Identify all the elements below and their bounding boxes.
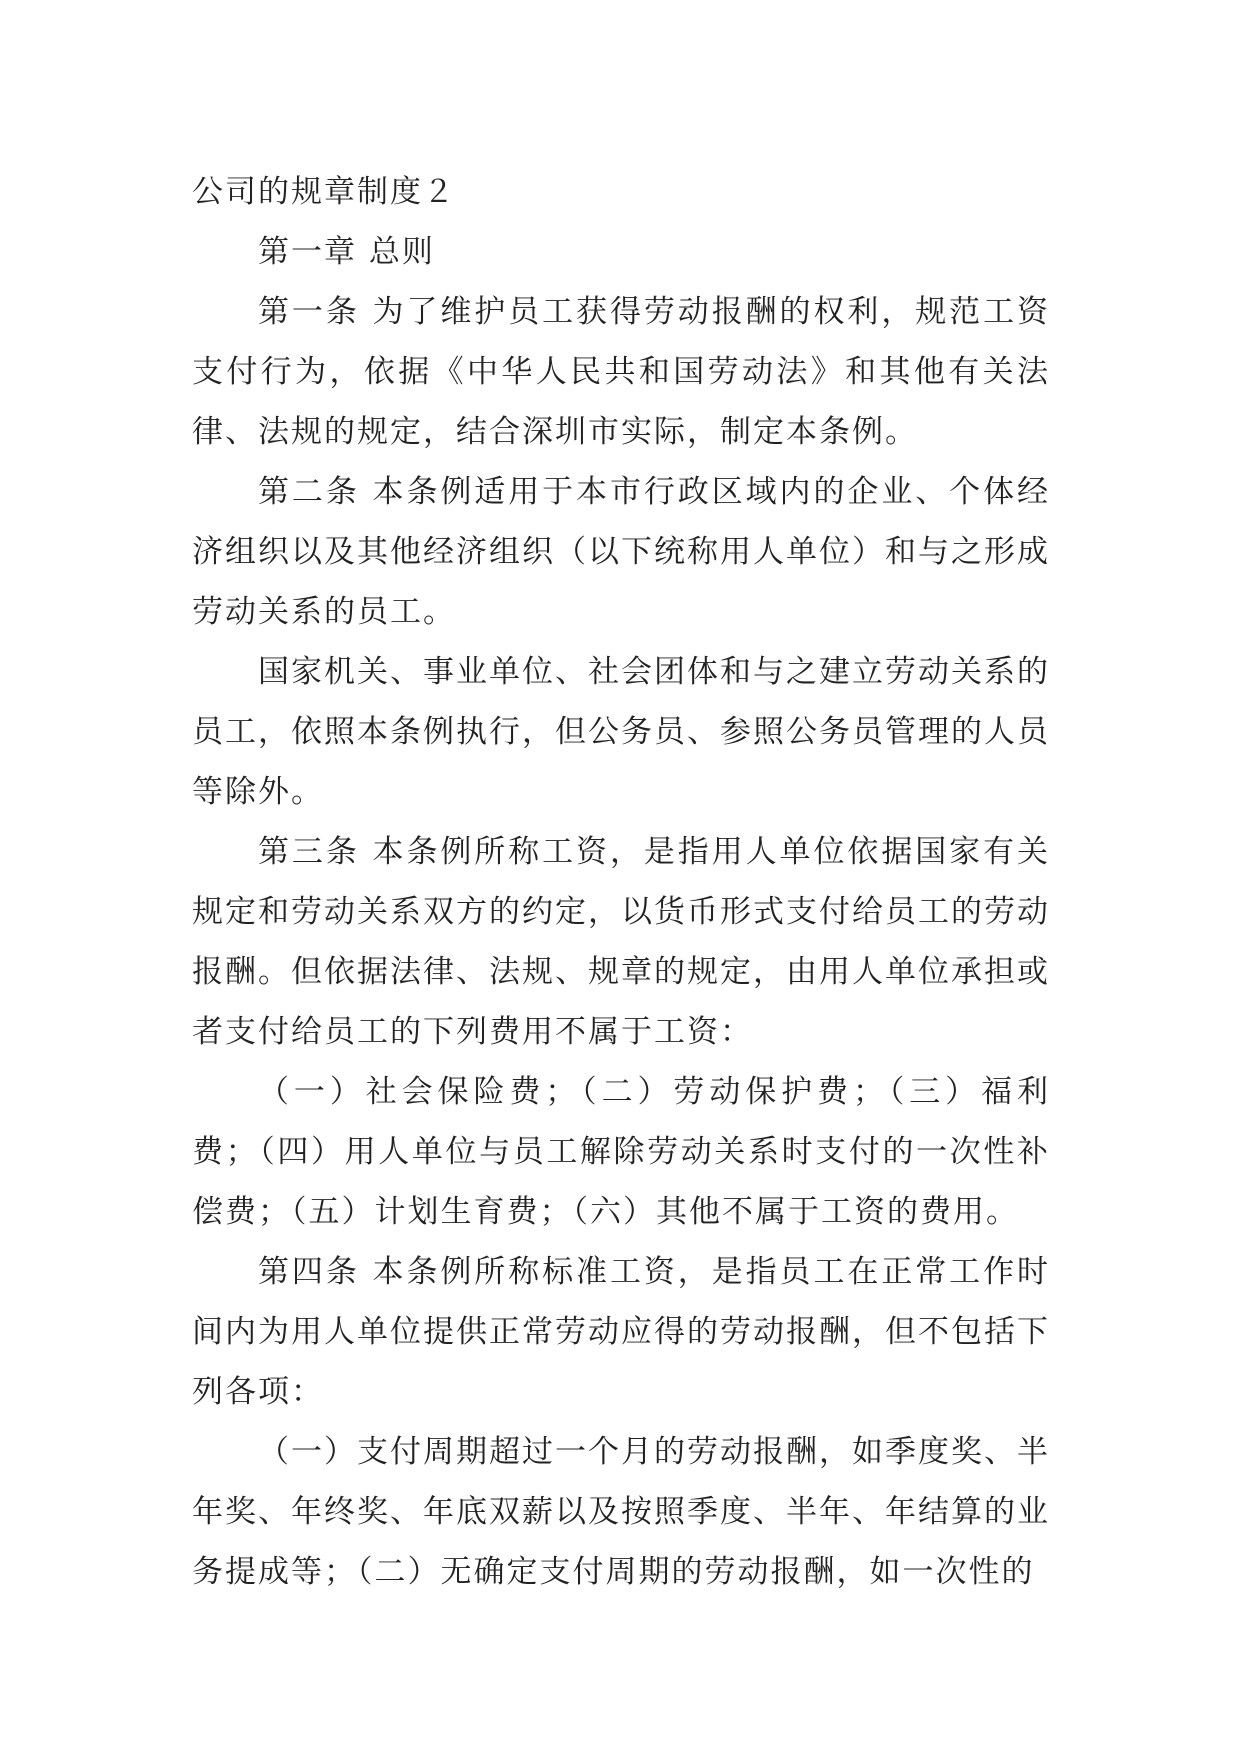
document-body — [192, 162, 1050, 1602]
article-3-paragraph: 第三条 本条例所称工资，是指用人单位依据国家有关规定和劳动关系双方的约定，以货币形式支付给员工的劳动报酬。但依据法律、法规、规章的规定，由用人单位承担或者支付给员工的下列费用不属于工资： — [192, 834, 1050, 1050]
document-title: 公司的规章制度２ — [192, 174, 456, 210]
article-2-continuation-paragraph: 国家机关、事业单位、社会团体和与之建立劳动关系的员工，依照本条例执行，但公务员、参照公务员管理的人员等除外。 — [192, 654, 1050, 810]
article-2-paragraph: 第二条 本条例适用于本市行政区域内的企业、个体经济组织以及其他经济组织（以下统称用人单位）和与之形成劳动关系的员工。 — [192, 474, 1050, 630]
chapter-heading: 第一章 总则 — [258, 234, 435, 270]
article-1-paragraph: 第一条 为了维护员工获得劳动报酬的权利，规范工资支付行为，依据《中华人民共和国劳动法》和其他有关法律、法规的规定，结合深圳市实际，制定本条例。 — [192, 294, 1050, 450]
article-3-items-paragraph: （一）社会保险费；（二）劳动保护费；（三）福利费；（四）用人单位与员工解除劳动关系时支付的一次性补偿费；（五）计划生育费；（六）其他不属于工资的费用。 — [192, 1074, 1050, 1230]
article-4-paragraph: 第四条 本条例所称标准工资，是指员工在正常工作时间内为用人单位提供正常劳动应得的劳动报酬，但不包括下列各项： — [192, 1254, 1050, 1410]
article-4-items-paragraph: （一）支付周期超过一个月的劳动报酬，如季度奖、半年奖、年终奖、年底双薪以及按照季度、半年、年结算的业务提成等；（二）无确定支付周期的劳动报酬，如一次性的 — [192, 1434, 1050, 1590]
